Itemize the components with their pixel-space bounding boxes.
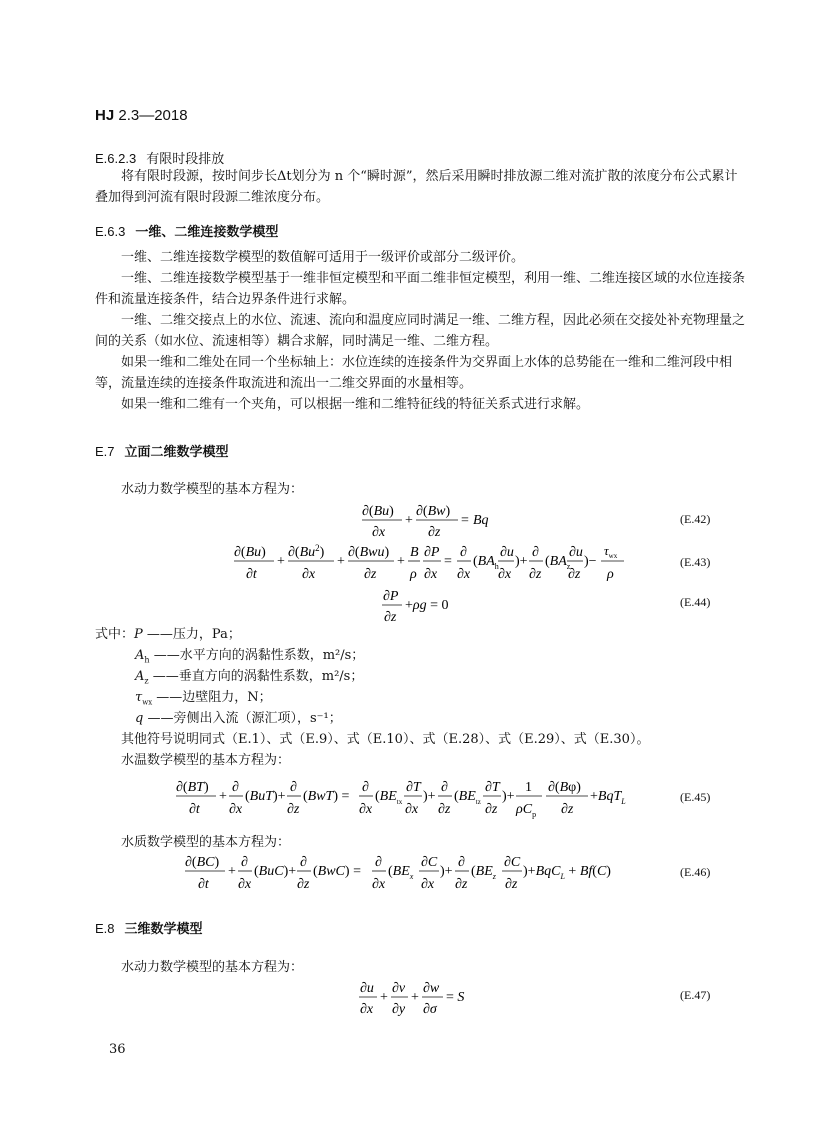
paragraph: 一维、二维交接点上的水位、流速、流向和温度应同时满足一维、二维方程，因此必须在交接处补充物理量之间的关系（如水位、流速相等）耦合求解，同时满足一维、二维方程。 — [95, 313, 746, 349]
equation-e45 — [176, 776, 646, 825]
svg-text:(BuC)+: (BuC)+ — [254, 864, 297, 879]
equation-number: (E.47) — [680, 988, 711, 1002]
paragraph: 如果一维和二维有一个夹角，可以根据一维和二维特征线的特征关系式进行求解。 — [121, 397, 590, 412]
svg-text:(BEz: ($BE_z$ — [471, 864, 496, 881]
svg-text:∂w: ∂w — [423, 981, 440, 996]
svg-text:+ρg = 0: +ρg = 0 — [405, 598, 449, 613]
svg-text:∂t: ∂t — [189, 802, 200, 817]
equation-number: (E.45) — [680, 790, 711, 804]
svg-text:∂(Bu): ∂(Bu) — [234, 545, 266, 560]
symbol: τ — [135, 690, 143, 705]
equation-number: (E.43) — [680, 555, 711, 569]
symbol: q — [135, 711, 144, 726]
svg-text:∂x: ∂x — [359, 802, 373, 817]
svg-text:+: + — [380, 990, 388, 1005]
svg-text:B: B — [410, 545, 419, 560]
symbol-description: ——垂直方向的涡黏性系数，m²/s； — [152, 669, 364, 684]
svg-text:∂: ∂ — [441, 780, 448, 795]
section-title: 立面二维数学模型 — [124, 445, 229, 460]
section-e63-heading — [95, 221, 278, 240]
svg-text:(BEx: ($BE_x$ — [388, 864, 414, 881]
svg-text:∂z: ∂z — [568, 567, 581, 582]
svg-text:ρ: ρ — [410, 567, 417, 582]
svg-text:+: + — [219, 789, 227, 804]
svg-text:∂z: ∂z — [428, 525, 441, 540]
equation-number: (E.44) — [680, 595, 711, 609]
svg-text:+: + — [277, 554, 285, 569]
svg-text:∂z: ∂z — [505, 877, 518, 892]
symbol: P — [134, 627, 143, 642]
svg-text:τwx: $\tau_{wx}$ — [604, 543, 618, 560]
equation-number: (E.46) — [680, 865, 711, 879]
svg-text:=: = — [461, 513, 469, 528]
svg-text:(BEtx: ($BE_{tx}$ — [375, 789, 403, 806]
svg-text:∂(Bu): ∂(Bu) — [362, 504, 394, 519]
quality-intro: 水质数学模型的基本方程为： — [121, 835, 291, 850]
svg-text:∂: ∂ — [375, 855, 382, 870]
svg-text:∂z: ∂z — [384, 610, 397, 625]
symbol: A — [135, 669, 145, 684]
svg-text:+: + — [411, 990, 419, 1005]
svg-text:∂P: ∂P — [424, 545, 440, 560]
section-e7-heading — [95, 441, 229, 460]
other-symbols-note: 其他符号说明同式（E.1）、式（E.9）、式（E.10）、式（E.28）、式（E.29）、式（E.30）。 — [121, 732, 650, 747]
svg-text:Bq: Bq — [473, 513, 489, 528]
svg-text:+: + — [337, 554, 345, 569]
svg-text:∂x: ∂x — [238, 877, 252, 892]
svg-text:)+BqCL + Bf(C): )+BqC$_L$ + Bf(C) — [523, 864, 611, 881]
svg-text:∂t: ∂t — [198, 877, 209, 892]
section-title: 三维数学模型 — [124, 922, 203, 937]
svg-text:∂z: ∂z — [364, 567, 377, 582]
paragraph: 如果一维和二维处在同一个坐标轴上：水位连续的连接条件为交界面上水体的总势能在一维和二维河段中相等，流量连续的连接条件取流进和流出一二维交界面的水量相等。 — [95, 355, 733, 391]
svg-text:)+: )+ — [502, 789, 515, 804]
equation-e43 — [234, 541, 634, 590]
svg-text:∂σ: ∂σ — [423, 1002, 437, 1017]
svg-text:∂(BT): ∂(BT) — [176, 780, 209, 795]
page-number: 36 — [109, 1042, 126, 1057]
section-number: E.8 — [95, 921, 115, 936]
svg-text:1: 1 — [525, 780, 532, 795]
svg-text:ρCp: $\rho C_p$ — [516, 802, 537, 819]
svg-text:∂x: ∂x — [424, 567, 438, 582]
svg-text:(BwC) =: (BwC) = — [313, 864, 361, 879]
svg-text:+: + — [397, 554, 405, 569]
svg-text:+: + — [405, 513, 413, 528]
svg-text:∂: ∂ — [232, 780, 239, 795]
section-e8-heading — [95, 918, 203, 937]
svg-text:∂y: ∂y — [392, 1002, 406, 1017]
svg-text:∂x: ∂x — [457, 567, 471, 582]
svg-text:∂z: ∂z — [455, 877, 468, 892]
svg-text:)+: )+ — [423, 789, 436, 804]
svg-text:∂P: ∂P — [383, 589, 399, 604]
symbol-description: ——边壁阻力，N； — [156, 690, 272, 705]
svg-text:∂x: ∂x — [421, 877, 435, 892]
section-e623-heading — [95, 148, 224, 167]
svg-text:∂z: ∂z — [438, 802, 451, 817]
svg-text:∂u: ∂u — [569, 545, 583, 560]
section-number: E.6.3 — [95, 224, 126, 239]
svg-text:∂(Bw): ∂(Bw) — [416, 504, 451, 519]
svg-text:∂(Bwu): ∂(Bwu) — [348, 545, 390, 560]
svg-text:(BAh: ($BA_h$ — [473, 554, 499, 571]
svg-text:)+: )+ — [440, 864, 453, 879]
svg-text:)+: )+ — [515, 554, 528, 569]
paragraph: 一维、二维连接数学模型的数值解可适用于一级评价或部分二级评价。 — [121, 250, 525, 265]
symbol-description: ——水平方向的涡黏性系数，m²/s； — [153, 648, 365, 663]
section-title: 一维、二维连接数学模型 — [135, 225, 279, 240]
document-header — [95, 107, 188, 124]
svg-text:∂: ∂ — [532, 545, 539, 560]
temp-intro: 水温数学模型的基本方程为： — [121, 753, 291, 768]
where-label: 式中： — [95, 627, 135, 642]
svg-text:= S: = S — [446, 990, 465, 1005]
svg-text:∂z: ∂z — [529, 567, 542, 582]
symbol-description: ——压力，Pa； — [146, 627, 241, 642]
svg-text:+: + — [228, 864, 236, 879]
std-code: 2.3—2018 — [118, 107, 188, 124]
svg-text:∂T: ∂T — [406, 780, 421, 795]
svg-text:∂x: ∂x — [302, 567, 316, 582]
section-number: E.7 — [95, 444, 115, 459]
svg-text:(BEtz: ($BE_{tz}$ — [454, 789, 481, 806]
svg-text:∂: ∂ — [458, 855, 465, 870]
svg-text:∂: ∂ — [460, 545, 467, 560]
svg-text:+BqTL: +BqT$_L$ — [590, 789, 626, 806]
svg-text:)−: )− — [584, 554, 597, 569]
svg-text:∂x: ∂x — [498, 567, 512, 582]
svg-text:∂x: ∂x — [405, 802, 419, 817]
svg-text:∂x: ∂x — [372, 877, 386, 892]
svg-text:(BwT) =: (BwT) = — [303, 789, 350, 804]
svg-text:∂(Bu2): ∂(Bu$^2$) — [288, 543, 325, 560]
svg-text:∂: ∂ — [241, 855, 248, 870]
equation-e42 — [360, 500, 500, 547]
svg-text:∂z: ∂z — [297, 877, 310, 892]
svg-text:ρ: ρ — [607, 567, 614, 582]
paragraph: 一维、二维连接数学模型基于一维非恒定模型和平面二维非恒定模型，利用一维、二维连接区域的水位连接条件和流量连接条件，结合边界条件进行求解。 — [95, 271, 746, 307]
svg-text:∂t: ∂t — [246, 567, 257, 582]
equation-e46 — [185, 851, 635, 900]
hydro3d-intro: 水动力数学模型的基本方程为： — [121, 960, 304, 975]
svg-text:∂C: ∂C — [504, 855, 521, 870]
hydro-intro: 水动力数学模型的基本方程为： — [121, 482, 304, 497]
definition-row — [135, 708, 342, 729]
symbol: A — [135, 648, 145, 663]
definition-row — [95, 624, 241, 645]
svg-text:∂: ∂ — [290, 780, 297, 795]
definition-row: $A_z$ ——垂直方向的涡黏性系数，m²/s； — [135, 669, 364, 686]
svg-text:∂z: ∂z — [561, 802, 574, 817]
section-number: E.6.2.3 — [95, 151, 137, 166]
svg-text:∂u: ∂u — [500, 545, 514, 560]
svg-text:(BuT)+: (BuT)+ — [245, 789, 286, 804]
symbol-description: ——旁侧出入流（源汇项），s⁻¹； — [147, 711, 342, 726]
svg-text:∂(Bφ): ∂(Bφ) — [548, 780, 581, 795]
equation-e47 — [358, 977, 478, 1024]
std-prefix: HJ — [95, 107, 115, 124]
svg-text:∂(BC): ∂(BC) — [185, 855, 220, 870]
equation-e44 — [380, 585, 470, 632]
svg-text:∂u: ∂u — [360, 981, 374, 996]
svg-text:∂: ∂ — [362, 780, 369, 795]
svg-text:∂z: ∂z — [287, 802, 300, 817]
svg-text:∂x: ∂x — [372, 525, 386, 540]
definition-row: $A_h$ ——水平方向的涡黏性系数，m²/s； — [135, 648, 365, 665]
svg-text:=: = — [444, 554, 452, 569]
equation-number: (E.42) — [680, 512, 711, 526]
svg-text:∂x: ∂x — [229, 802, 243, 817]
section-e623-text: 将有限时段源，按时间步长Δt划分为 n 个“瞬时源”，然后采用瞬时排放源二维对流扩散的浓度分布公式累计叠加得到河流有限时段源二维浓度分布。 — [95, 169, 738, 205]
svg-text:∂z: ∂z — [485, 802, 498, 817]
svg-text:∂C: ∂C — [421, 855, 438, 870]
svg-text:∂v: ∂v — [392, 981, 406, 996]
svg-text:∂T: ∂T — [485, 780, 500, 795]
definition-row: $\tau_{wx}$ ——边壁阻力，N； — [135, 690, 272, 707]
svg-text:∂: ∂ — [300, 855, 307, 870]
svg-text:∂x: ∂x — [360, 1002, 374, 1017]
svg-text:(BAz: ($BA_z$ — [545, 554, 571, 571]
section-title: 有限时段排放 — [146, 152, 225, 167]
